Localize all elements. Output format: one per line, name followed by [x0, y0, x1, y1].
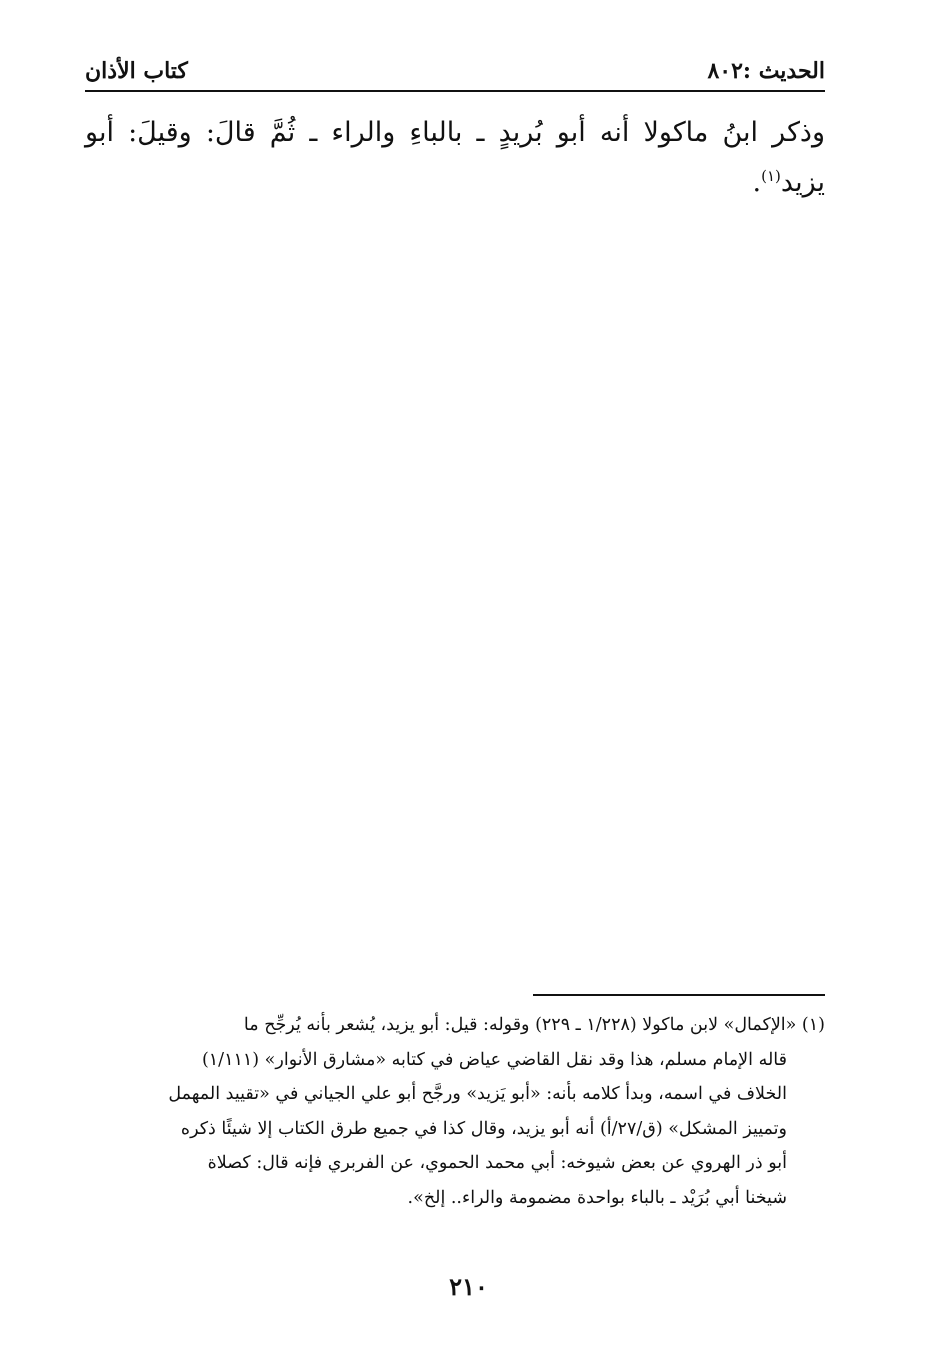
- hadith-number-heading: الحديث :٨٠٢: [707, 58, 825, 84]
- footnote-separator: [533, 994, 825, 996]
- footnote-line: وتمييز المشكل» (ق/٢٧/أ) أنه أبو يزيد، وقال كذا في جميع طرق الكتاب إلا شيئًا ذكره: [180, 1118, 787, 1139]
- main-paragraph: [85, 108, 825, 208]
- footnote-line: (١) «الإكمال» لابن ماكولا (١/٢٢٨ ـ ٢٢٩) وقوله: قيل: أبو يزيد، يُشعر بأنه يُرجِّح ما: [243, 1015, 825, 1035]
- main-text-body: وذكر ابنُ ماكولا أنه أبو بُريدٍ ـ بالباءِ والراء ـ ثُمَّ قالَ: وقيلَ: أبو يزيد: [85, 117, 825, 198]
- footnote-line: الخلاف في اسمه، وبدأ كلامه بأنه: «أبو يَزيد» ورجَّح أبو علي الجياني في «تقييد المهمل: [168, 1084, 787, 1104]
- footnote-line: قاله الإمام مسلم، هذا وقد نقل القاضي عياض في كتابه «مشارق الأنوار» (١/١١١): [201, 1049, 787, 1070]
- main-text-ending: .: [752, 167, 762, 198]
- footnote-reference[interactable]: (١): [761, 167, 781, 185]
- book-title-heading: كتاب الأذان: [85, 58, 188, 84]
- footnote-line: شيخنا أبي بُرَيْد ـ بالباء بواحدة مضمومة والراء.. إلخ».: [407, 1187, 787, 1208]
- running-header: [85, 56, 825, 92]
- page-number: ٢١٠: [449, 1272, 488, 1301]
- footnote-line: أبو ذر الهروي عن بعض شيوخه: أبي محمد الحموي، عن الفربري فإنه قال: كصلاة: [207, 1153, 787, 1173]
- footnotes-block: [85, 1008, 825, 1215]
